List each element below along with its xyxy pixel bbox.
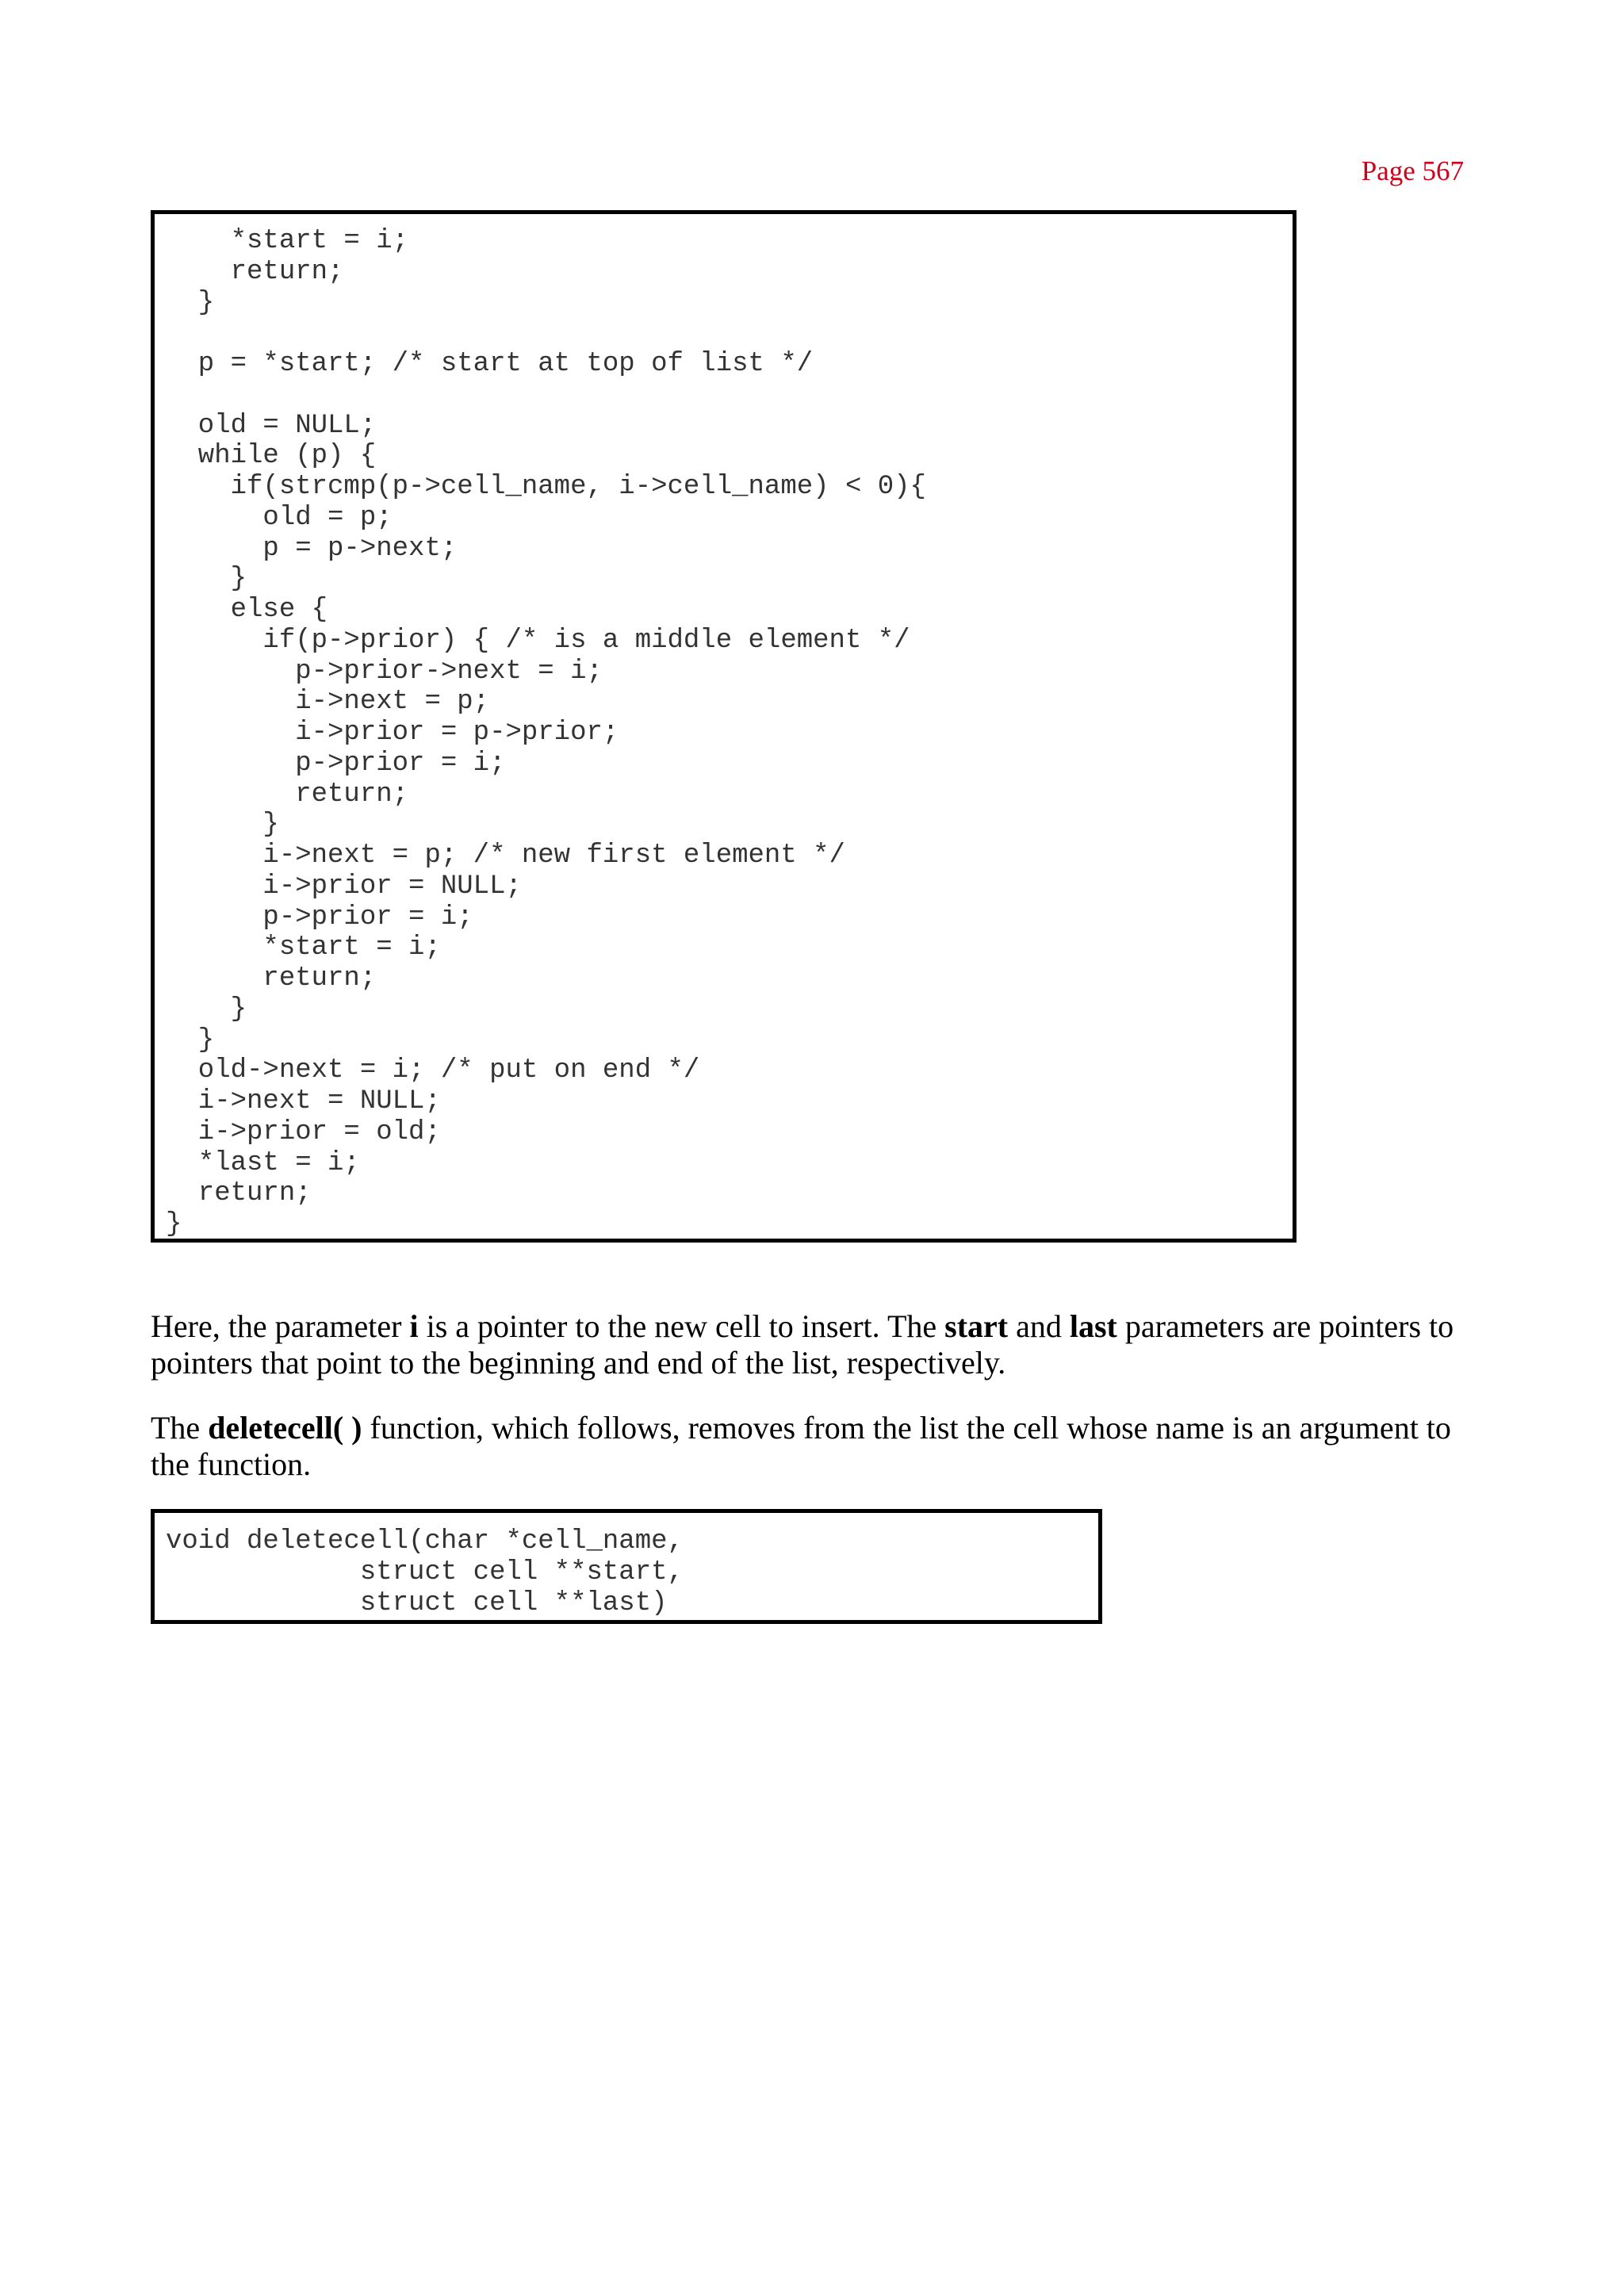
bold-term-last: last (1069, 1308, 1117, 1344)
bold-term-deletecell: deletecell( ) (208, 1410, 362, 1446)
code-line (166, 380, 1293, 411)
code-line: *start = i; (166, 226, 409, 256)
paragraph-deletecell (151, 1410, 1459, 1483)
code-line: *last = i; (166, 1147, 360, 1178)
code-line: i->prior = NULL; (166, 871, 522, 902)
code-line: struct cell **last) (166, 1587, 668, 1618)
code-line: p = p->next; (166, 533, 458, 564)
code-line: return; (166, 256, 344, 287)
code-line: else { (166, 595, 328, 625)
code-line: } (166, 994, 247, 1024)
paragraph-text: is a pointer to the new cell to insert. The (418, 1308, 945, 1344)
paragraph-text: parameters are pointers to pointers that point to the beginning and end of the list, respectively. (151, 1308, 1454, 1381)
code-line: } (166, 1209, 182, 1239)
code-line: i->prior = p->prior; (166, 718, 619, 748)
code-line: i->next = NULL; (166, 1086, 441, 1116)
code-listing (155, 1513, 1098, 1618)
paragraph-text: and (1008, 1308, 1070, 1344)
bold-term-i: i (409, 1308, 419, 1344)
code-line: old = NULL; (166, 410, 377, 441)
paragraph-parameters (151, 1308, 1459, 1381)
code-line: old->next = i; /* put on end */ (166, 1055, 700, 1086)
page-number: Page 567 (1361, 155, 1464, 186)
bold-term-start: start (944, 1308, 1009, 1344)
code-line: } (166, 810, 279, 841)
code-line: p->prior = i; (166, 902, 473, 933)
code-line: while (p) { (166, 441, 377, 472)
code-line: } (166, 1024, 215, 1055)
code-line: } (166, 287, 215, 318)
code-line: return; (166, 1178, 312, 1209)
code-line: old = p; (166, 502, 393, 533)
code-line: if(p->prior) { /* is a middle element */ (166, 625, 910, 656)
code-line: } (166, 564, 247, 595)
code-line: i->next = p; /* new first element */ (166, 841, 845, 871)
code-line: p->prior->next = i; (166, 656, 603, 687)
code-line: *start = i; (166, 933, 441, 963)
code-line: return; (166, 779, 409, 810)
code-line: return; (166, 963, 377, 994)
code-line: i->prior = old; (166, 1116, 441, 1147)
code-line: p = *start; /* start at top of list */ (166, 349, 814, 379)
code-block-insert (151, 210, 1297, 1243)
paragraph-text: The (151, 1410, 209, 1446)
code-line: if(strcmp(p->cell_name, i->cell_name) < 0){ (166, 472, 926, 502)
code-line: struct cell **start, (166, 1557, 684, 1587)
code-line: p->prior = i; (166, 748, 506, 779)
code-line: i->next = p; (166, 687, 490, 718)
paragraph-text: Here, the parameter (151, 1308, 410, 1344)
code-line (166, 318, 1293, 349)
code-listing (155, 214, 1293, 1240)
code-line: void deletecell(char *cell_name, (166, 1526, 684, 1557)
code-block-deletecell (151, 1509, 1102, 1624)
paragraph-text: function, which follows, removes from the list the cell whose name is an argument to the function. (151, 1410, 1451, 1482)
